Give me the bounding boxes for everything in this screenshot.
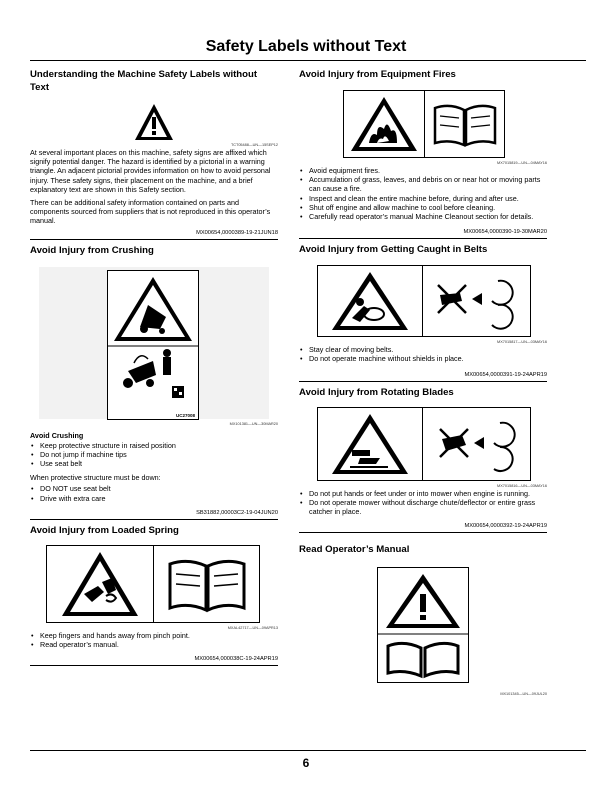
- image-ref: MX101381—UN—30MAR20: [229, 421, 278, 426]
- page-title: Safety Labels without Text: [205, 38, 407, 55]
- reference-code: MX00654,0000392-19-24APR19: [464, 523, 547, 530]
- list-item: • Keep protective structure in raised position: [30, 441, 278, 450]
- section-divider: [30, 239, 278, 240]
- list-item: • Use seat belt: [30, 459, 278, 468]
- reference-code: MX00654,000038C-19-24APR19: [194, 656, 278, 663]
- section-understanding: [30, 68, 278, 240]
- reference-code: MX00654,0000391-19-24APR19: [464, 371, 547, 378]
- paragraph: There can be additional safety information contained on parts and components sourced from suppliers that is not reproduced in this operator’s manual.: [30, 198, 271, 226]
- paragraph: At several important places on this machine, safety signs are affixed which signify potential danger. The hazard is identified by a pictorial in a warning triangle. An adjacent pictorial provides information on how to avoid personal injury. These safety signs, their placement on the machine, and a brief explanatory text are shown in this Safety section.: [30, 148, 271, 194]
- image-ref: TCT05488—UN—15SEP12: [230, 143, 278, 147]
- spring-label-image: [46, 545, 260, 623]
- fire-label-image: [343, 90, 505, 158]
- list-item: • Inspect and clean the entire machine before, during and after use.: [299, 194, 547, 203]
- manual-label-image: [377, 567, 469, 683]
- section-heading: Avoid Injury from Loaded Spring: [30, 524, 179, 536]
- section-divider: [30, 519, 278, 520]
- blades-label-image: [317, 407, 531, 481]
- image-ref: MX7015816—UN—03MAY16: [497, 483, 547, 488]
- bullet-list: [299, 489, 547, 517]
- section-fires: [299, 68, 547, 239]
- left-column: [30, 64, 278, 666]
- pinch-point-icon: [60, 550, 140, 618]
- bullet-list: [30, 441, 278, 469]
- list-item: • Do not operate machine without shields in place.: [299, 354, 547, 363]
- crushing-label-image: [39, 267, 269, 419]
- list-item: • Accumulation of grass, leaves, and debris on or near hot or moving parts can cause a fire.: [299, 175, 547, 193]
- crushing-decal: [107, 270, 199, 420]
- open-book-icon: [166, 554, 248, 614]
- footer-rule: [30, 750, 586, 751]
- image-ref: MX101345—UN—09JUL20: [500, 692, 547, 697]
- reference-code: SB31882,00003C2-19-04JUN20: [196, 509, 278, 516]
- section-heading: Understanding the Machine Safety Labels without Text: [30, 69, 258, 93]
- rollover-icon: [108, 271, 198, 419]
- list-item: • Do not put hands or feet under or into mower when engine is running.: [299, 489, 547, 498]
- list-item: • Read operator’s manual.: [30, 640, 278, 649]
- open-book-icon: [432, 100, 498, 148]
- section-heading: Avoid Injury from Crushing: [30, 244, 154, 256]
- image-ref: MX7015819—UN—04MAY16: [497, 161, 547, 165]
- list-item: • Do not jump if machine tips: [30, 450, 278, 459]
- list-item: • Stay clear of moving belts.: [299, 345, 547, 354]
- bullet-list: [30, 631, 278, 649]
- paragraph: When protective structure must be down:: [30, 473, 161, 483]
- right-column: [299, 64, 547, 697]
- section-spring: [30, 524, 278, 666]
- section-heading: Avoid Injury from Rotating Blades: [299, 386, 454, 398]
- title-rule: [30, 60, 586, 61]
- list-item: • DO NOT use seat belt: [30, 484, 278, 493]
- list-item: • Carefully read operator’s manual Machine Cleanout section for details.: [299, 212, 547, 221]
- bullet-list: [299, 166, 547, 221]
- read-manual-icon: [378, 568, 468, 682]
- warning-triangle-icon: [134, 103, 174, 141]
- fire-hazard-icon: [349, 95, 419, 153]
- section-belts: [299, 243, 547, 381]
- image-ref: MX7015817—UN—03MAY16: [497, 340, 547, 345]
- reference-code: MX00654,0000390-19-30MAR20: [463, 229, 547, 236]
- belts-label-image: [317, 265, 531, 337]
- section-divider: [30, 665, 278, 666]
- keep-hands-away-icon: [432, 271, 522, 331]
- label-code: UC27008: [175, 412, 195, 418]
- blade-hazard-icon: [330, 412, 410, 476]
- section-heading: Read Operator’s Manual: [299, 544, 410, 556]
- list-item: • Drive with extra care: [30, 494, 278, 503]
- bullet-list: [30, 484, 278, 502]
- list-item: • Shut off engine and allow machine to cool before cleaning.: [299, 203, 547, 212]
- section-divider: [299, 238, 547, 239]
- reference-code: MX00654,0000389-19-21JUN18: [196, 229, 278, 236]
- section-heading: Avoid Injury from Equipment Fires: [299, 69, 456, 80]
- list-item: • Do not operate mower without discharge chute/deflector or entire grass catcher in place.: [299, 498, 547, 516]
- list-item: • Keep fingers and hands away from pinch point.: [30, 631, 278, 640]
- section-manual: [299, 543, 547, 697]
- section-blades: [299, 386, 547, 534]
- bullet-list: [299, 345, 547, 363]
- list-item: • Avoid equipment fires.: [299, 166, 547, 175]
- belt-entanglement-icon: [330, 270, 410, 332]
- section-divider: [299, 381, 547, 382]
- section-divider: [299, 532, 547, 533]
- subheading: Avoid Crushing: [30, 430, 84, 440]
- warning-triangle-image: [134, 103, 174, 141]
- image-ref: MXAL42717—UN—09APR13: [227, 625, 278, 630]
- page-number: 6: [302, 756, 310, 770]
- keep-hands-away-icon: [432, 413, 522, 475]
- section-heading: Avoid Injury from Getting Caught in Belts: [299, 244, 488, 256]
- section-crushing: [30, 244, 278, 520]
